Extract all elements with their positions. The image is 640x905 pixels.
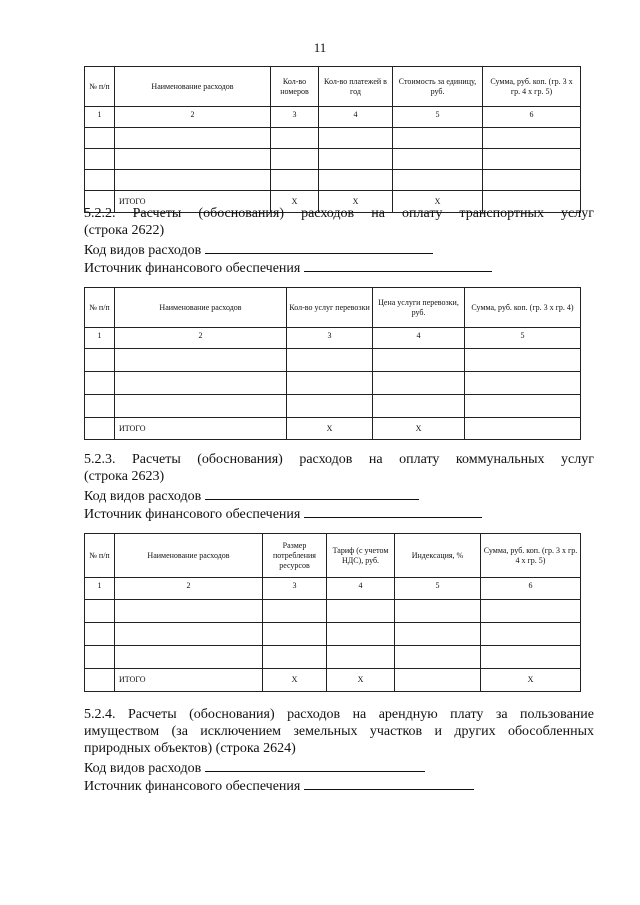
total-cell: X (481, 669, 581, 692)
code-field-row (84, 240, 433, 260)
empty-cell[interactable] (85, 646, 115, 669)
total-cell (395, 669, 481, 692)
header-cell: № п/п (85, 67, 115, 107)
code-input-line[interactable] (205, 240, 433, 254)
total-cell: X (263, 669, 327, 692)
empty-cell[interactable] (115, 600, 263, 623)
page-number: 11 (313, 40, 327, 55)
empty-cell[interactable] (319, 149, 393, 170)
empty-cell[interactable] (287, 372, 373, 395)
column-number: 6 (481, 578, 581, 600)
empty-cell[interactable] (85, 372, 115, 395)
total-cell (85, 418, 115, 440)
section-5-2-3-title-line2: (строка 2623) (84, 469, 165, 484)
header-cell: Кол-во платежей в год (319, 67, 393, 107)
empty-cell[interactable] (115, 372, 287, 395)
source-input-line[interactable] (304, 504, 482, 518)
table-row (85, 372, 581, 395)
header-cell: Сумма, руб. коп. (гр. 3 x гр. 4) (465, 288, 581, 328)
empty-cell[interactable] (115, 349, 287, 372)
column-number: 1 (85, 578, 115, 600)
total-cell: X (319, 191, 393, 213)
empty-cell[interactable] (395, 646, 481, 669)
empty-cell[interactable] (465, 372, 581, 395)
empty-cell[interactable] (115, 170, 271, 191)
empty-cell[interactable] (287, 395, 373, 418)
section-5-2-4-title-line2: имуществом (за исключением земельных участков и других обособленных (84, 724, 594, 739)
empty-cell[interactable] (373, 372, 465, 395)
empty-cell[interactable] (373, 349, 465, 372)
header-cell: Стоимость за единицу, руб. (393, 67, 483, 107)
code-label: Код видов расходов (84, 489, 202, 504)
empty-cell[interactable] (263, 646, 327, 669)
empty-cell[interactable] (115, 646, 263, 669)
empty-cell[interactable] (481, 623, 581, 646)
header-cell: Наименование расходов (115, 288, 287, 328)
empty-cell[interactable] (263, 623, 327, 646)
empty-cell[interactable] (395, 623, 481, 646)
header-cell: № п/п (85, 288, 115, 328)
header-cell: Сумма, руб. коп. (гр. 3 x гр. 4 x гр. 5) (481, 534, 581, 578)
empty-cell[interactable] (287, 349, 373, 372)
column-number: 6 (483, 107, 581, 128)
empty-cell[interactable] (115, 395, 287, 418)
table-header-row (85, 67, 581, 107)
empty-cell[interactable] (271, 170, 319, 191)
source-field-row (84, 776, 474, 796)
section-5-2-2-title-line2: (строка 2622) (84, 223, 165, 238)
empty-cell[interactable] (85, 149, 115, 170)
empty-cell[interactable] (115, 128, 271, 149)
table-row (85, 395, 581, 418)
empty-cell[interactable] (85, 600, 115, 623)
column-number: 2 (115, 328, 287, 349)
empty-cell[interactable] (465, 349, 581, 372)
empty-cell[interactable] (465, 395, 581, 418)
table-row (85, 646, 581, 669)
table-row (85, 170, 581, 191)
table-row (85, 349, 581, 372)
empty-cell[interactable] (483, 170, 581, 191)
empty-cell[interactable] (395, 600, 481, 623)
table-utility-costs (84, 533, 581, 692)
empty-cell[interactable] (115, 623, 263, 646)
column-number: 4 (327, 578, 395, 600)
table-transport-costs (84, 287, 581, 440)
column-number: 1 (85, 107, 115, 128)
total-label: ИТОГО (115, 418, 287, 440)
empty-cell[interactable] (393, 128, 483, 149)
header-cell: Наименование расходов (115, 534, 263, 578)
total-label: ИТОГО (115, 191, 271, 213)
code-field-row (84, 486, 419, 506)
column-number: 3 (287, 328, 373, 349)
total-cell: X (393, 191, 483, 213)
total-row (85, 418, 581, 440)
section-5-2-4-title-line3: природных объектов) (строка 2624) (84, 741, 296, 756)
empty-cell[interactable] (85, 170, 115, 191)
total-cell: X (327, 669, 395, 692)
column-number: 2 (115, 578, 263, 600)
empty-cell[interactable] (373, 395, 465, 418)
column-number: 4 (319, 107, 393, 128)
column-number-row (85, 578, 581, 600)
table-row (85, 149, 581, 170)
header-cell: Индексация, % (395, 534, 481, 578)
column-number-row (85, 107, 581, 128)
total-cell: X (287, 418, 373, 440)
empty-cell[interactable] (393, 149, 483, 170)
table-communication-costs (84, 66, 581, 213)
code-label: Код видов расходов (84, 243, 202, 258)
source-input-line[interactable] (304, 258, 492, 272)
code-field-row (84, 758, 425, 778)
source-label: Источник финансового обеспечения (84, 779, 301, 794)
column-number: 4 (373, 328, 465, 349)
total-label: ИТОГО (115, 669, 263, 692)
column-number-row (85, 328, 581, 349)
source-label: Источник финансового обеспечения (84, 507, 301, 522)
table-row (85, 623, 581, 646)
header-cell: Наименование расходов (115, 67, 271, 107)
column-number: 2 (115, 107, 271, 128)
empty-cell[interactable] (481, 600, 581, 623)
empty-cell[interactable] (481, 646, 581, 669)
column-number: 5 (465, 328, 581, 349)
code-input-line[interactable] (205, 758, 425, 772)
empty-cell[interactable] (327, 600, 395, 623)
table-row (85, 128, 581, 149)
section-5-2-3-title-line1: 5.2.3. Расчеты (обоснования) расходов на оплату коммунальных услуг (84, 452, 594, 467)
empty-cell[interactable] (319, 128, 393, 149)
table-row (85, 600, 581, 623)
empty-cell[interactable] (483, 149, 581, 170)
code-label: Код видов расходов (84, 761, 202, 776)
section-5-2-2-title-line1: 5.2.2. Расчеты (обоснования) расходов на оплату транспортных услуг (84, 206, 594, 221)
header-cell: Кол-во услуг перевозки (287, 288, 373, 328)
source-label: Источник финансового обеспечения (84, 261, 301, 276)
total-cell: X (373, 418, 465, 440)
header-cell: № п/п (85, 534, 115, 578)
code-input-line[interactable] (205, 486, 419, 500)
column-number: 3 (263, 578, 327, 600)
empty-cell[interactable] (85, 128, 115, 149)
empty-cell[interactable] (263, 600, 327, 623)
section-5-2-4-title-line1: 5.2.4. Расчеты (обоснования) расходов на арендную плату за пользование (84, 707, 594, 722)
empty-cell[interactable] (319, 170, 393, 191)
column-number: 1 (85, 328, 115, 349)
source-field-row (84, 258, 492, 278)
table-header-row (85, 288, 581, 328)
total-cell: X (271, 191, 319, 213)
empty-cell[interactable] (115, 149, 271, 170)
empty-cell[interactable] (327, 623, 395, 646)
empty-cell[interactable] (85, 623, 115, 646)
total-cell (465, 418, 581, 440)
empty-cell[interactable] (483, 128, 581, 149)
header-cell: Тариф (с учетом НДС), руб. (327, 534, 395, 578)
total-row (85, 669, 581, 692)
column-number: 5 (395, 578, 481, 600)
header-cell: Кол-во номеров (271, 67, 319, 107)
source-field-row (84, 504, 482, 524)
source-input-line[interactable] (304, 776, 474, 790)
total-cell (85, 669, 115, 692)
header-cell: Размер потребления ресурсов (263, 534, 327, 578)
empty-cell[interactable] (393, 170, 483, 191)
empty-cell[interactable] (327, 646, 395, 669)
column-number: 3 (271, 107, 319, 128)
empty-cell[interactable] (271, 149, 319, 170)
empty-cell[interactable] (271, 128, 319, 149)
table-header-row (85, 534, 581, 578)
column-number: 5 (393, 107, 483, 128)
empty-cell[interactable] (85, 395, 115, 418)
header-cell: Цена услуги перевозки, руб. (373, 288, 465, 328)
empty-cell[interactable] (85, 349, 115, 372)
header-cell: Сумма, руб. коп. (гр. 3 x гр. 4 x гр. 5) (483, 67, 581, 107)
